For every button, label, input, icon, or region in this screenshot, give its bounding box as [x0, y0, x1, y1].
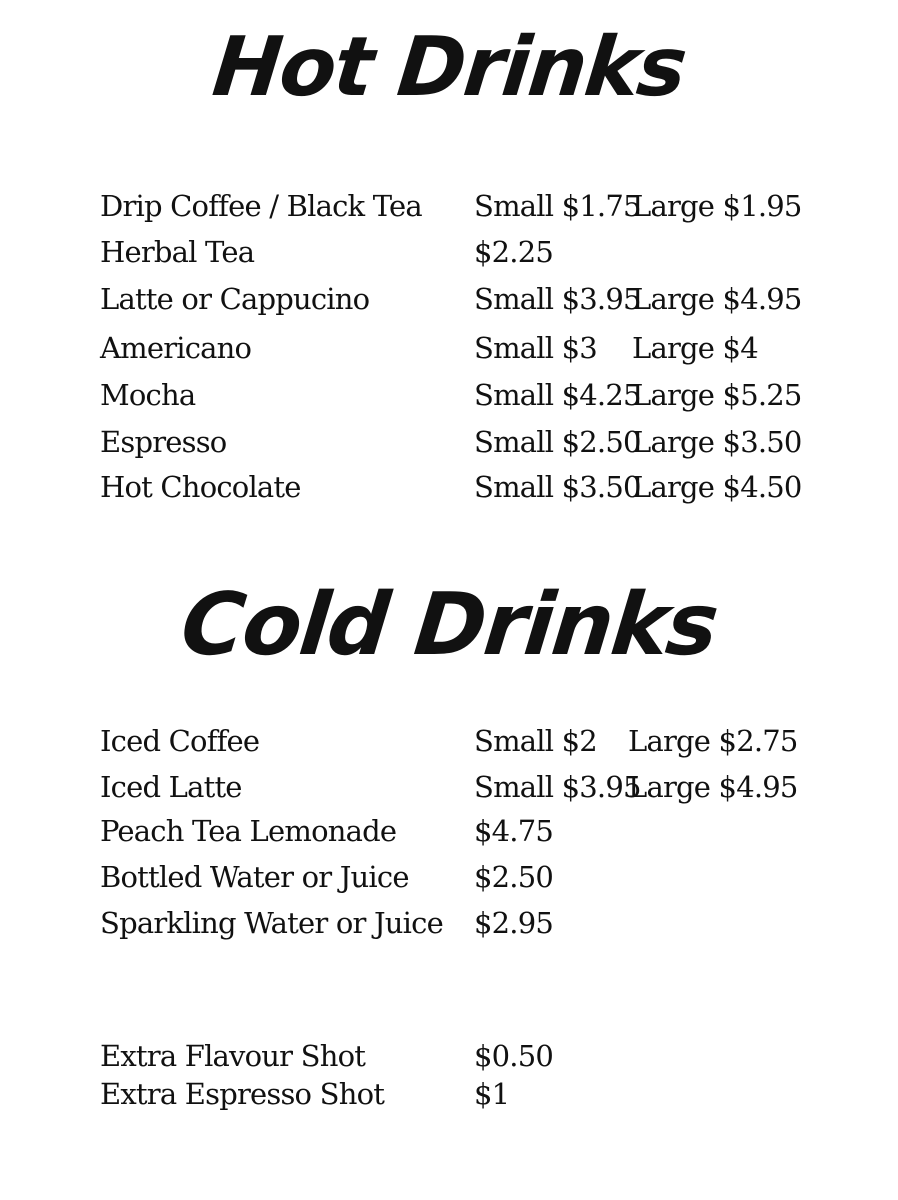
item-name: Herbal Tea	[100, 235, 255, 269]
item-name: Extra Espresso Shot	[100, 1077, 385, 1111]
large-price: Large $4	[632, 331, 758, 365]
item-name: Bottled Water or Juice	[100, 860, 409, 894]
item-name: Espresso	[100, 425, 227, 459]
menu-item-americano	[0, 330, 898, 366]
small-price: Small $3	[474, 331, 597, 365]
menu-item-espresso	[0, 424, 898, 460]
large-price: Large $2.75	[628, 724, 798, 758]
menu-item-hot-chocolate	[0, 469, 898, 505]
small-price: Small $2	[474, 724, 597, 758]
large-price: Large $4.95	[628, 770, 798, 804]
price: $2.95	[474, 906, 554, 940]
menu-item-iced-coffee	[0, 723, 898, 759]
large-price: Large $1.95	[632, 189, 802, 223]
small-price: Small $1.75	[474, 189, 641, 223]
large-price: Large $4.95	[632, 282, 802, 316]
price: $4.75	[474, 814, 554, 848]
menu-item-bottled-water	[0, 859, 898, 895]
item-name: Drip Coffee / Black Tea	[100, 189, 422, 223]
menu-item-peach-tea-lemonade	[0, 813, 898, 849]
item-name: Americano	[100, 331, 252, 365]
hot-drinks-heading: Hot Drinks	[208, 20, 690, 115]
small-price: Small $3.50	[474, 470, 641, 504]
small-price: Small $2.50	[474, 425, 641, 459]
item-name: Hot Chocolate	[100, 470, 301, 504]
item-name: Sparkling Water or Juice	[100, 906, 443, 940]
small-price: Small $3.95	[474, 282, 641, 316]
item-name: Iced Coffee	[100, 724, 260, 758]
item-name: Iced Latte	[100, 770, 242, 804]
price: $2.25	[474, 235, 554, 269]
menu-item-herbal-tea	[0, 234, 898, 270]
extra-flavour-shot	[0, 1038, 898, 1074]
price: $0.50	[474, 1039, 554, 1073]
item-name: Latte or Cappucino	[100, 282, 370, 316]
cold-drinks-heading: Cold Drinks	[176, 575, 722, 675]
price: $2.50	[474, 860, 554, 894]
price: $1	[474, 1077, 510, 1111]
menu-item-mocha	[0, 377, 898, 413]
item-name: Mocha	[100, 378, 196, 412]
menu-item-latte	[0, 281, 898, 317]
large-price: Large $3.50	[632, 425, 802, 459]
item-name: Extra Flavour Shot	[100, 1039, 366, 1073]
extra-espresso-shot	[0, 1076, 898, 1112]
item-name: Peach Tea Lemonade	[100, 814, 397, 848]
small-price: Small $4.25	[474, 378, 641, 412]
menu-item-drip-coffee	[0, 188, 898, 224]
menu-item-sparkling-water	[0, 905, 898, 941]
large-price: Large $4.50	[632, 470, 802, 504]
small-price: Small $3.95	[474, 770, 641, 804]
menu-item-iced-latte	[0, 769, 898, 805]
large-price: Large $5.25	[632, 378, 802, 412]
